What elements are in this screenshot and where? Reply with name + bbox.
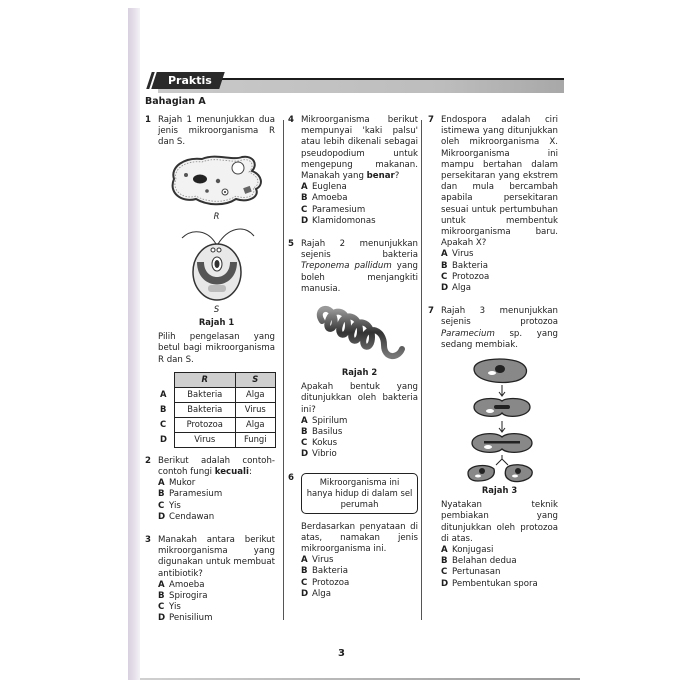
answer-option-c[interactable]: C Kokus (301, 438, 338, 449)
question-prompt: Nyatakan teknik pembiakan yang ditunjukkan oleh protozoa di atas. (441, 500, 558, 544)
answer-option-d[interactable]: D Vibrio (301, 449, 337, 460)
question-6 (288, 473, 418, 600)
answer-option-c[interactable]: C Yis (158, 602, 181, 613)
answer-option-b[interactable]: B Bakteria (441, 260, 488, 271)
answer-option-a[interactable]: A Virus (441, 249, 474, 260)
question-number: 3 (145, 535, 151, 546)
question-number: 5 (288, 239, 294, 250)
question-3 (145, 535, 275, 625)
question-prompt: Apakah bentuk yang ditunjukkan oleh bakteria ini? (301, 382, 418, 415)
answer-option-c[interactable]: C Protozoa (301, 577, 350, 588)
page-number: 3 (338, 648, 345, 659)
answer-option-d[interactable]: D Cendawan (158, 511, 215, 522)
amoeba-figure-icon (162, 149, 272, 211)
question-stem: Endospora adalah ciri istimewa yang ditunjukkan oleh mikroorganisma X. Mikroorganisma ini mampu bertahan dalam persekitaran yang ekstrem dan mula bercambah apabila persekitaran sesuai untuk pertumbuhan untuk membentuk mikroorganisma baru. Apakah X? (441, 115, 558, 249)
option-letter: D (160, 434, 167, 445)
option-letter: C (160, 419, 167, 430)
spirochete-figure-icon (310, 299, 410, 365)
question-stem: Rajah 1 menunjukkan dua jenis mikroorganisma R dan S. (158, 115, 275, 148)
page-bottom-edge (140, 678, 580, 680)
figure-label-s: S (213, 303, 220, 314)
answer-option-c[interactable]: C Pertunasan (441, 567, 501, 578)
table-row[interactable] (158, 387, 276, 402)
table-cell: Protozoa (175, 417, 236, 432)
table-row[interactable] (158, 432, 276, 447)
answer-option-d[interactable]: D Klamidomonas (301, 215, 376, 226)
question-number: 7 (428, 115, 434, 125)
question-stem: Manakah antara berikut mikroorganisma yang digunakan untuk membuat antibiotik? (158, 535, 275, 579)
question-prompt: Berdasarkan penyataan di atas, namakan jenis mikroorganisma ini. (301, 521, 418, 555)
option-letter: A (160, 389, 167, 400)
section-title: Bahagian A (145, 96, 206, 107)
question-number: 4 (288, 115, 294, 125)
answer-option-d[interactable]: D Pembentukan spora (441, 578, 538, 589)
question-number: 1 (145, 115, 151, 125)
answer-table (158, 372, 276, 448)
table-cell: Virus (175, 432, 236, 447)
answer-option-d[interactable]: D Alga (301, 588, 331, 599)
column-1 (145, 115, 275, 633)
answer-option-b[interactable]: B Basilus (301, 427, 343, 438)
answer-option-b[interactable]: B Bakteria (301, 566, 348, 577)
question-prompt: Pilih pengelasan yang betul bagi mikroorganisma R dan S. (158, 332, 275, 365)
figure-caption: Rajah 2 (341, 367, 378, 378)
table-cell: Bakteria (175, 402, 236, 417)
answer-option-c[interactable]: C Yis (158, 500, 181, 511)
question-stem: Mikroorganisma berikut mempunyai 'kaki palsu' atau lebih dikenali sebagai pseudopodium untuk mengepung makanan. Manakah yang benar? (301, 115, 418, 182)
answer-option-d[interactable]: D Penisilium (158, 613, 213, 624)
question-stem: Rajah 2 menunjukkan sejenis bakteria Treponema pallidum yang boleh menjangkiti manusia. (301, 239, 418, 294)
column-divider (421, 120, 422, 620)
question-7-paramecium (428, 306, 558, 590)
column-3 (428, 115, 558, 598)
answer-option-b[interactable]: B Amoeba (301, 193, 348, 204)
question-stem: Rajah 3 menunjukkan sejenis protozoa Paramecium sp. yang sedang membiak. (441, 306, 558, 350)
page-binding-edge (128, 8, 140, 680)
question-2 (145, 456, 275, 523)
table-row[interactable] (158, 417, 276, 432)
table-header: S (235, 372, 275, 387)
figure-label-r: R (213, 210, 220, 221)
answer-option-a[interactable]: A Euglena (301, 182, 347, 193)
option-letter: B (160, 404, 167, 415)
figure-caption: Rajah 1 (198, 317, 235, 328)
column-divider (283, 120, 284, 620)
answer-option-b[interactable]: B Spirogira (158, 591, 208, 602)
question-5 (288, 239, 418, 461)
answer-option-b[interactable]: B Belahan dedua (441, 556, 517, 567)
table-cell: Bakteria (175, 387, 236, 402)
answer-option-a[interactable]: A Mukor (158, 478, 196, 489)
answer-option-d[interactable]: D Alga (441, 283, 471, 294)
question-number: 7 (428, 306, 434, 317)
question-number: 2 (145, 455, 151, 466)
table-cell: Alga (235, 417, 275, 432)
figure-caption: Rajah 3 (481, 485, 518, 496)
question-1 (145, 115, 275, 448)
answer-option-c[interactable]: C Paramesium (301, 204, 366, 215)
answer-option-a[interactable]: A Spirilum (301, 415, 348, 426)
answer-option-a[interactable]: A Konjugasi (441, 545, 494, 556)
answer-option-a[interactable]: A Amoeba (158, 579, 205, 590)
table-header: R (175, 372, 236, 387)
paramecium-binary-fission-figure-icon (460, 355, 540, 483)
question-7-endospora (428, 115, 558, 294)
table-cell: Fungi (235, 432, 275, 447)
chlamydomonas-figure-icon (172, 222, 262, 304)
table-cell: Virus (235, 402, 275, 417)
praktis-label: Praktis (168, 74, 212, 87)
table-row[interactable] (158, 402, 276, 417)
answer-option-a[interactable]: A Virus (301, 555, 334, 566)
answer-option-c[interactable]: C Protozoa (441, 271, 490, 282)
question-number: 6 (288, 472, 294, 483)
praktis-tab (149, 72, 224, 89)
praktis-header (148, 72, 564, 90)
answer-option-b[interactable]: B Paramesium (158, 489, 223, 500)
table-cell: Alga (235, 387, 275, 402)
question-stem: Berikut adalah contoh-contoh fungi kecuali: (158, 455, 275, 478)
column-2 (288, 115, 418, 608)
statement-box: Mikroorganisma ini hanya hidup di dalam sel perumah (301, 473, 418, 514)
question-4 (288, 115, 418, 227)
